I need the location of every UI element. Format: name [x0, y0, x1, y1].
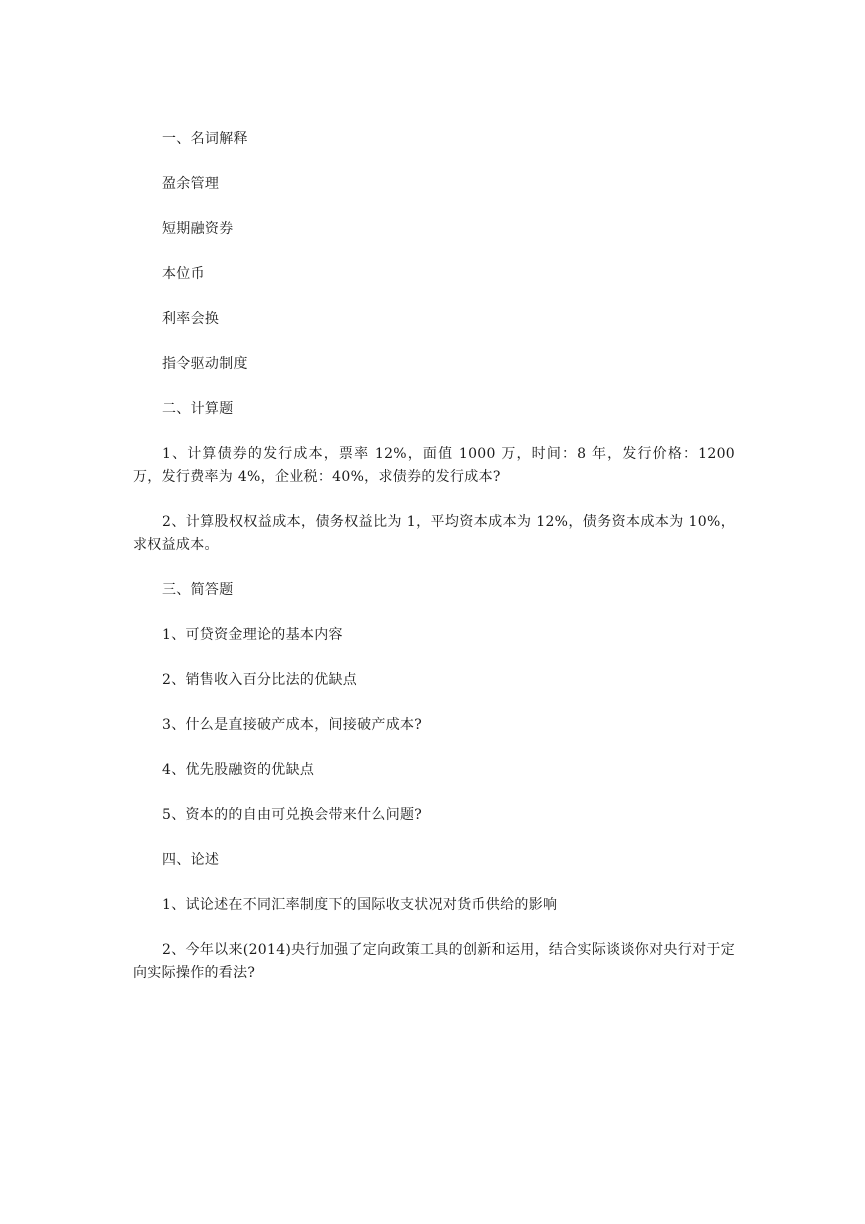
section-heading-calculation: 二、计算题 [162, 401, 234, 417]
section-heading-short-answer: 三、简答题 [162, 582, 234, 598]
calculation-question: 2、计算股权权益成本，债务权益比为 1，平均资本成本为 12%，债务资本成本为 10%，求权益成本。 [133, 514, 735, 553]
short-answer-question: 4、优先股融资的优缺点 [162, 762, 315, 778]
section-heading-essay: 四、论述 [162, 852, 220, 868]
section-heading-terms: 一、名词解释 [162, 131, 248, 147]
essay-question: 1、试论述在不同汇率制度下的国际收支状况对货币供给的影响 [162, 897, 558, 913]
document-body [133, 128, 735, 1007]
term-item: 指令驱动制度 [162, 356, 248, 372]
term-item: 利率会换 [162, 311, 220, 327]
calculation-question: 1、计算债券的发行成本，票率 12%，面值 1000 万，时间：8 年，发行价格：1200 万，发行费率为 4%，企业税：40%，求债券的发行成本? [133, 446, 735, 485]
term-item: 盈余管理 [162, 176, 220, 192]
term-item: 本位币 [162, 266, 205, 282]
essay-question: 2、今年以来(2014)央行加强了定向政策工具的创新和运用，结合实际谈谈你对央行对于定向实际操作的看法? [133, 942, 735, 981]
term-item: 短期融资券 [162, 221, 234, 237]
short-answer-question: 5、资本的的自由可兑换会带来什么问题? [162, 807, 423, 823]
short-answer-question: 3、什么是直接破产成本，间接破产成本? [162, 717, 423, 733]
short-answer-question: 2、销售收入百分比法的优缺点 [162, 672, 358, 688]
short-answer-question: 1、可贷资金理论的基本内容 [162, 627, 343, 643]
